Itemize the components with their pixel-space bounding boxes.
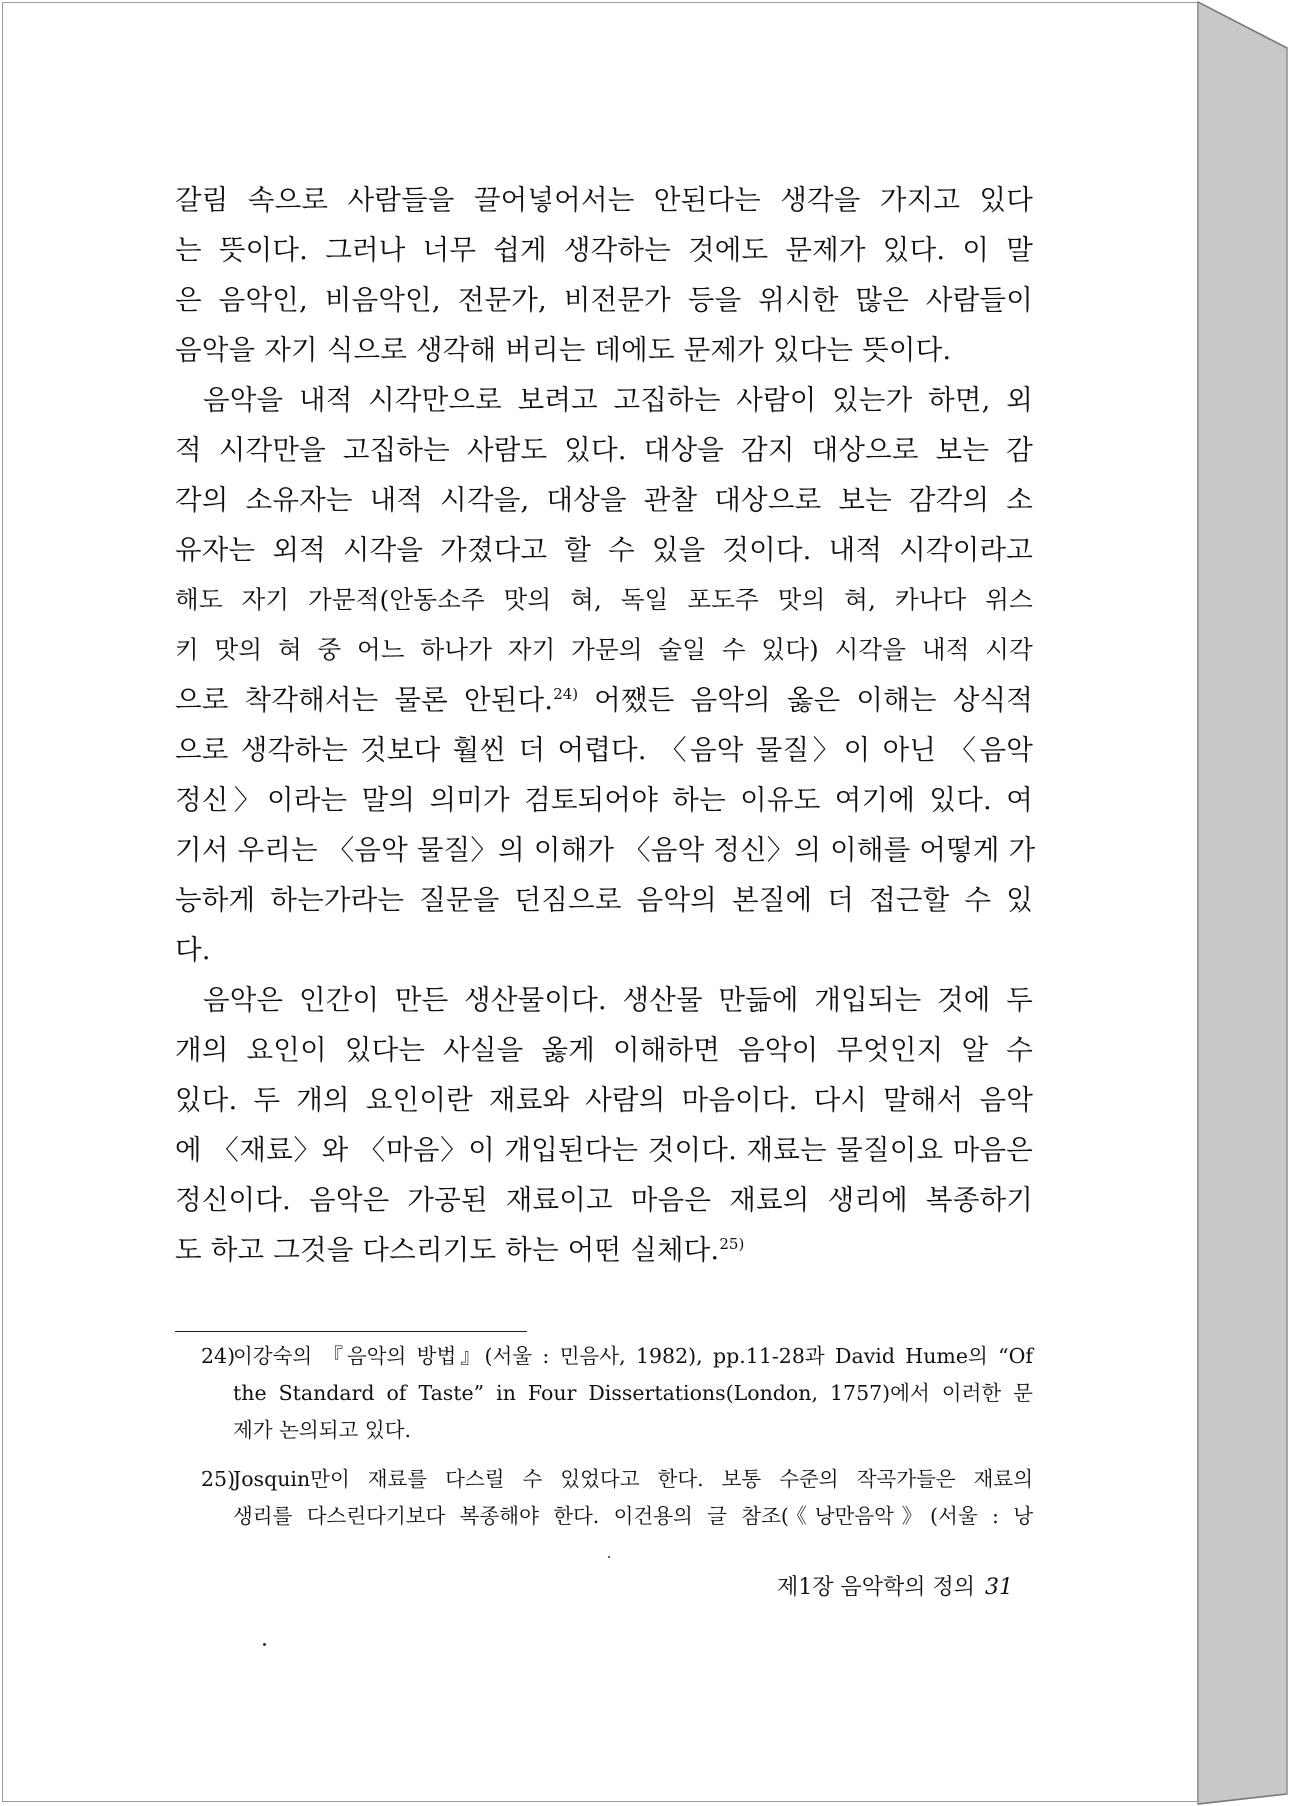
body-line: 음악을 자기 식으로 생각해 버리는 데에도 문제가 있다는 뜻이다. <box>175 334 952 366</box>
body-text <box>175 175 1036 1275</box>
footnote-number: 25) <box>201 1467 236 1491</box>
chapter-title: 제1장 음악학의 정의 <box>777 1575 975 1600</box>
body-line: 개의 요인이 있다는 사실을 옳게 이해하면 음악이 무엇인지 알 수 <box>175 1034 1033 1066</box>
footnote-separator <box>175 1331 527 1332</box>
footnote-line: 제가 논의되고 있다. <box>233 1418 411 1442</box>
body-line: 으로 생각하는 것보다 훨씬 더 어렵다. 〈음악 물질〉이 아닌 〈음악 <box>175 734 1033 766</box>
body-line: 유자는 외적 시각을 가졌다고 할 수 있을 것이다. 내적 시각이라고 <box>175 534 1033 566</box>
running-footer <box>743 1571 1013 1605</box>
footnotes <box>175 1338 1033 1547</box>
footnote-number: 24) <box>201 1344 236 1368</box>
body-line: 능하게 하는가라는 질문을 던짐으로 음악의 본질에 더 접근할 수 있 <box>175 884 1033 916</box>
body-line-text: 도 하고 그것을 다스리기도 하는 어떤 실체다. <box>175 1234 720 1266</box>
body-line: 해도 자기 가문적(안동소주 맛의 혀, 독일 포도주 맛의 혀, 카나다 위스 <box>175 585 1033 614</box>
book-page <box>2 2 1198 1802</box>
body-line: 키 맛의 혀 중 어느 하나가 자기 가문의 술일 수 있다) 시각을 내적 시각 <box>175 635 1033 664</box>
body-line <box>175 1225 1033 1275</box>
footnote-line: 이강숙의 『음악의 방법』(서울 : 민음사, 1982), pp.11-28과 David Hume의 “Of <box>233 1344 1033 1368</box>
footnote-line: 생리를 다스린다기보다 복종해야 한다. 이건용의 글 참조(《낭만음악》(서울 : 낭 <box>233 1504 1033 1528</box>
footnote-24 <box>175 1338 1033 1449</box>
scan-speck <box>263 1643 266 1646</box>
body-line: 갈림 속으로 사람들을 끌어넣어서는 안된다는 생각을 가지고 있다 <box>175 184 1033 216</box>
footnote-line: the Standard of Taste” in Four Dissertations(London, 1757)에서 이러한 문 <box>233 1381 1033 1405</box>
footnote-line: Josquin만이 재료를 다스릴 수 있었다고 한다. 보통 수준의 작곡가들은 재료의 <box>233 1467 1033 1491</box>
body-line: 에 〈재료〉와 〈마음〉이 개입된다는 것이다. 재료는 물질이요 마음은 <box>175 1134 1033 1166</box>
scan-speck <box>608 1556 610 1558</box>
body-line: 음악은 인간이 만든 생산물이다. 생산물 만듦에 개입되는 것에 두 <box>203 984 1033 1016</box>
body-line: 음악을 내적 시각만으로 보려고 고집하는 사람이 있는가 하면, 외 <box>203 384 1033 416</box>
footnote-ref: 24) <box>553 684 579 703</box>
book-page-edge <box>1198 2 1287 1804</box>
body-line: 은 음악인, 비음악인, 전문가, 비전문가 등을 위시한 많은 사람들이 <box>175 284 1033 316</box>
page-number: 31 <box>985 1575 1013 1600</box>
body-line: 다. <box>175 934 211 966</box>
body-line: 기서 우리는 〈음악 물질〉의 이해가 〈음악 정신〉의 이해를 어떻게 가 <box>175 834 1036 866</box>
body-line <box>175 675 1033 725</box>
body-line: 있다. 두 개의 요인이란 재료와 사람의 마음이다. 다시 말해서 음악 <box>175 1084 1033 1116</box>
footnote-25 <box>175 1461 1033 1535</box>
body-line-text: 어쨌든 음악의 옳은 이해는 상식적 <box>578 684 1033 716</box>
body-line: 각의 소유자는 내적 시각을, 대상을 관찰 대상으로 보는 감각의 소 <box>175 484 1033 516</box>
footnote-ref: 25) <box>719 1234 745 1253</box>
body-line: 적 시각만을 고집하는 사람도 있다. 대상을 감지 대상으로 보는 감 <box>175 434 1033 466</box>
body-line: 는 뜻이다. 그러나 너무 쉽게 생각하는 것에도 문제가 있다. 이 말 <box>175 234 1033 266</box>
body-line: 정신이다. 음악은 가공된 재료이고 마음은 재료의 생리에 복종하기 <box>175 1184 1033 1216</box>
body-line-text: 으로 착각해서는 물론 안된다. <box>175 684 554 716</box>
body-line: 정신〉이라는 말의 의미가 검토되어야 하는 이유도 여기에 있다. 여 <box>175 784 1033 816</box>
